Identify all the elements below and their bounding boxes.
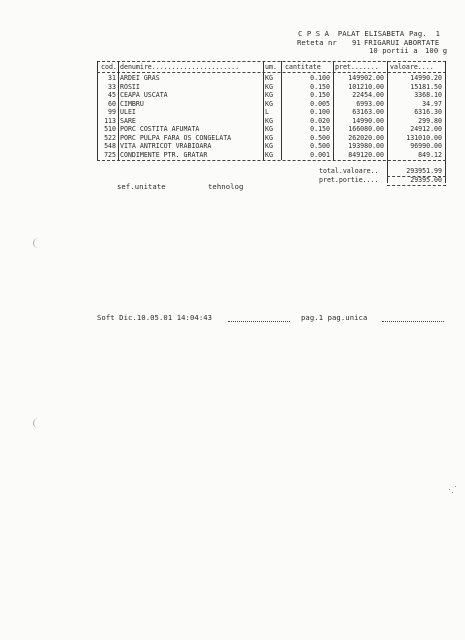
cell-valoare: 24912.00	[410, 125, 442, 133]
table-row	[97, 151, 446, 160]
cell-cantitate: 0.150	[310, 125, 330, 133]
cell-cod: 548	[104, 142, 116, 150]
cell-cod: 31	[108, 74, 116, 82]
cell-pret: 262020.00	[348, 133, 384, 142]
punch-hole-mark	[33, 238, 40, 248]
cell-valoare: 131010.00	[406, 133, 442, 142]
cell-cod: 99	[108, 108, 116, 116]
cell-cantitate: 0.001	[310, 150, 330, 159]
cell-um: KG	[265, 82, 273, 91]
col-cantitate: cantitate	[285, 63, 321, 71]
table-header-rule	[97, 72, 446, 73]
cell-valoare: 96990.00	[410, 142, 442, 150]
footer-signature-line	[228, 321, 290, 322]
cell-cod: 45	[108, 91, 116, 99]
cell-denumire: ARDEI GRAS	[120, 74, 160, 82]
recipe-name: FRIGARUI ABORTATE	[364, 38, 440, 47]
company-name: C P S A PALAT ELISABETA	[298, 29, 405, 38]
cell-um: KG	[265, 116, 273, 125]
cell-cantitate: 0.500	[310, 142, 330, 150]
sef-unitate-label: sef.unitate	[117, 182, 166, 191]
cell-pret: 149902.00	[348, 74, 384, 82]
recipe-label: Reteta nr	[297, 38, 337, 47]
cell-pret: 14990.00	[352, 116, 384, 125]
cell-pret: 193980.00	[348, 142, 384, 150]
cell-denumire: CEAPA USCATA	[120, 91, 168, 99]
cell-um: KG	[265, 133, 273, 142]
software-stamp: Soft Dic.10.05.01 14:04:43	[97, 313, 213, 322]
cell-um: KG	[265, 150, 273, 159]
cell-valoare: 6316.30	[414, 108, 442, 116]
cell-cod: 33	[108, 82, 116, 91]
cell-um: KG	[265, 74, 273, 82]
col-um: um.	[265, 63, 277, 71]
cell-cantitate: 0.020	[310, 116, 330, 125]
cell-pret: 849120.00	[348, 150, 384, 159]
cell-pret: 6993.00	[356, 99, 384, 108]
scan-speck	[449, 489, 450, 490]
total-value: 293951.99	[406, 167, 442, 175]
cell-valoare: 15181.50	[410, 82, 442, 91]
cell-um: KG	[265, 125, 273, 133]
table-bottom-rule	[97, 160, 446, 161]
cell-cod: 510	[104, 125, 116, 133]
cell-cod: 725	[104, 150, 116, 159]
cell-um: KG	[265, 91, 273, 99]
per-portion-rule	[387, 185, 446, 186]
cell-denumire: ROSII	[120, 82, 140, 91]
cell-cantitate: 0.500	[310, 133, 330, 142]
cell-cantitate: 0.150	[310, 82, 330, 91]
cell-valoare: 14990.20	[410, 74, 442, 82]
cell-denumire: PORC COSTITA AFUMATA	[120, 125, 200, 133]
cell-um: KG	[265, 142, 273, 150]
cell-pret: 101210.00	[348, 82, 384, 91]
recipe-number: 91	[352, 38, 361, 47]
portions: 10 portii a	[369, 46, 418, 55]
page-number: Pag. 1	[409, 29, 440, 38]
cell-cod: 60	[108, 99, 116, 108]
total-label: total.valoare..	[319, 167, 379, 175]
cell-valoare: 849.12	[418, 150, 442, 159]
cell-denumire: VITA ANTRICOT VRABIOARA	[120, 142, 212, 150]
col-denumire: denumire......................	[120, 63, 240, 71]
cell-denumire: SARE	[120, 116, 136, 125]
cell-cod: 113	[104, 116, 116, 125]
cell-valoare: 34.97	[422, 99, 442, 108]
cell-denumire: ULEI	[120, 108, 136, 116]
cell-um: L	[265, 108, 269, 116]
page-info: pag.1 pag.unica	[301, 313, 368, 322]
scan-speck	[455, 486, 456, 487]
cell-denumire: CONDIMENTE PTR. GRATAR	[120, 150, 208, 159]
cell-valoare: 299.80	[418, 116, 442, 125]
tehnolog-label: tehnolog	[208, 182, 244, 191]
col-cod: cod.	[101, 63, 117, 71]
cell-pret: 166080.00	[348, 125, 384, 133]
per-portion-label: pret.portie....	[319, 176, 379, 184]
portion-size: 100 g	[425, 46, 448, 55]
cell-um: KG	[265, 99, 273, 108]
scan-speck	[452, 492, 453, 493]
col-pret: pret.......	[335, 63, 379, 71]
table-header-row	[97, 63, 446, 72]
cell-pret: 22454.00	[352, 91, 384, 99]
cell-cod: 522	[104, 133, 116, 142]
per-portion-value: 29395.00	[410, 176, 442, 184]
cell-cantitate: 0.100	[310, 74, 330, 82]
cell-cantitate: 0.100	[310, 108, 330, 116]
cell-denumire: CIMBRU	[120, 99, 144, 108]
cell-cantitate: 0.150	[310, 91, 330, 99]
table-top-rule	[97, 61, 446, 62]
cell-valoare: 3368.10	[414, 91, 442, 99]
footer-signature-line-2	[382, 321, 444, 322]
cell-pret: 63163.00	[352, 108, 384, 116]
punch-hole-mark	[33, 418, 40, 428]
col-valoare: valoare....	[390, 63, 434, 71]
cell-cantitate: 0.005	[310, 99, 330, 108]
cell-denumire: PORC PULPA FARA OS CONGELATA	[120, 133, 232, 142]
